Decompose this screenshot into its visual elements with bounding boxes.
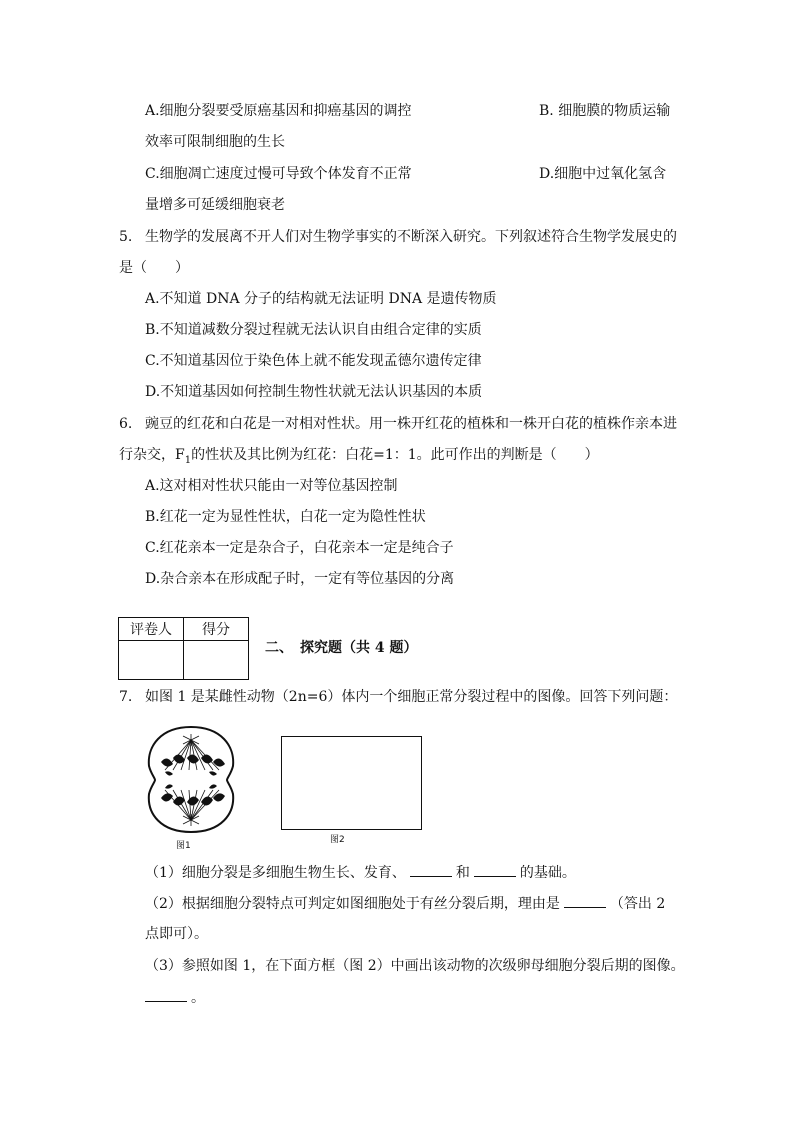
figure-2-label: 图2 <box>330 835 345 845</box>
q5-stem-continued: 是（ ） <box>119 260 189 276</box>
q5-option-a: A.不知道 DNA 分子的结构就无法证明 DNA 是遗传物质 <box>145 291 497 307</box>
q5-number: 5. <box>119 229 133 245</box>
q6-stem: 豌豆的红花和白花是一对相对性状。用一株开红花的植株和一株开白花的植株作亲本进 <box>145 416 677 432</box>
q4-option-c: C.细胞凋亡速度过慢可导致个体发育不正常 <box>145 166 412 182</box>
q7-stem: 如图 1 是某雌性动物（2n=6）体内一个细胞正常分裂过程中的图像。回答下列问题： <box>145 689 678 705</box>
answer-blank-2[interactable] <box>474 862 516 877</box>
figure-2-drawing-box[interactable] <box>281 736 422 830</box>
score-table-grader-header: 评卷人 <box>119 618 184 641</box>
q6-option-d: D.杂合亲本在形成配子时，一定有等位基因的分离 <box>145 571 455 587</box>
q4-option-a: A.细胞分裂要受原癌基因和抑癌基因的调控 <box>145 103 412 119</box>
figure-1-cell-diagram <box>143 724 239 836</box>
score-table <box>118 617 249 680</box>
q7-number: 7. <box>119 689 133 705</box>
section-title: 二、 探究题（共 4 题） <box>265 640 418 656</box>
q5-option-b: B.不知道减数分裂过程就无法认识自由组合定律的实质 <box>145 322 482 338</box>
q4-option-d: D.细胞中过氧化氢含 <box>539 166 667 182</box>
q7-sub3: （3）参照如图 1，在下面方框（图 2）中画出该动物的次级卵母细胞分裂后期的图像。 <box>145 958 685 974</box>
q7-sub2-continued: 点即可）。 <box>145 926 208 942</box>
q6-number: 6. <box>119 416 133 432</box>
q7-sub2: （2）根据细胞分裂特点可判定如图细胞处于有丝分裂后期，理由是 （答出 2 <box>145 893 665 914</box>
answer-blank-3[interactable] <box>564 893 606 908</box>
q4-option-b-continued: 效率可限制细胞的生长 <box>145 134 285 150</box>
answer-blank-1[interactable] <box>410 862 452 877</box>
q6-stem-continued: 行杂交，$F_1$的性状及其比例为红花：白花=1：1。此可作出的判断是（ ） <box>119 447 599 466</box>
score-table-grader-cell[interactable] <box>119 641 184 680</box>
q6-option-a: A.这对相对性状只能由一对等位基因控制 <box>145 478 398 494</box>
q6-option-c: C.红花亲本一定是杂合子，白花亲本一定是纯合子 <box>145 540 454 556</box>
q7-sub3-continued: 。 <box>145 987 205 1008</box>
q5-option-c: C.不知道基因位于染色体上就不能发现孟德尔遗传定律 <box>145 353 482 369</box>
figure-1-label: 图1 <box>176 841 191 851</box>
q6-option-b: B.红花一定为显性性状，白花一定为隐性性状 <box>145 509 426 525</box>
q5-option-d: D.不知道基因如何控制生物性状就无法认识基因的本质 <box>145 384 483 400</box>
answer-blank-4[interactable] <box>145 987 187 1002</box>
score-table-score-header: 得分 <box>184 618 249 641</box>
q5-stem: 生物学的发展离不开人们对生物学事实的不断深入研究。下列叙述符合生物学发展史的 <box>145 229 677 245</box>
q4-option-b: B. 细胞膜的物质运输 <box>539 103 671 119</box>
score-table-score-cell[interactable] <box>184 641 249 680</box>
q4-option-d-continued: 量增多可延缓细胞衰老 <box>145 197 285 213</box>
q7-sub1: （1）细胞分裂是多细胞生物生长、发育、 和 的基础。 <box>145 862 576 883</box>
